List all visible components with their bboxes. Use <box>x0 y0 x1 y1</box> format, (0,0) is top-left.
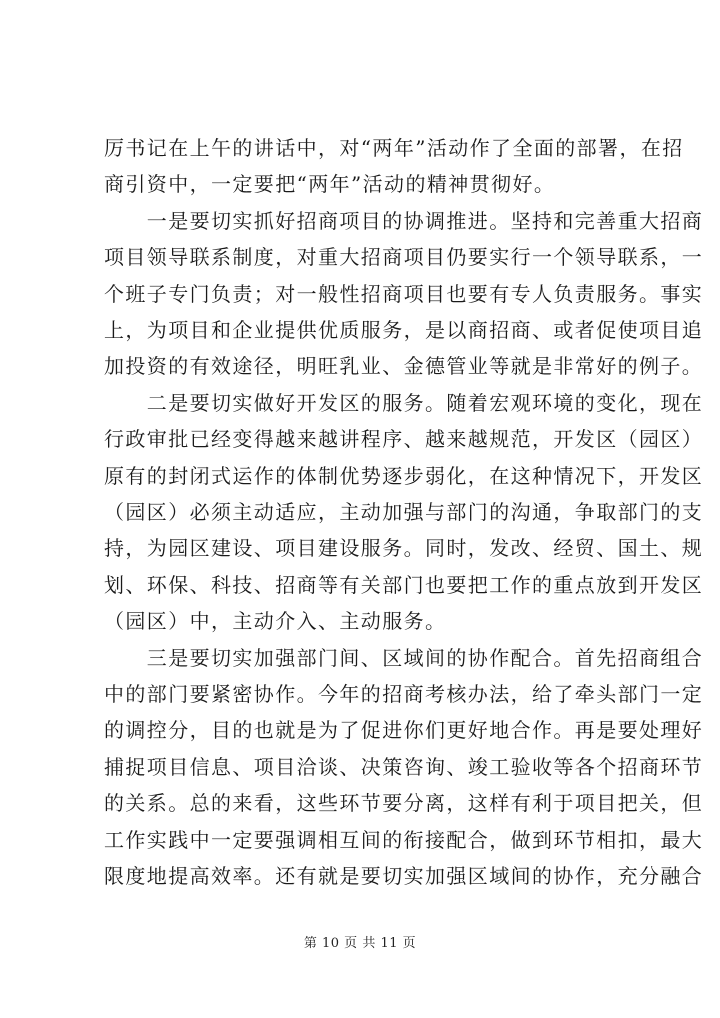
text-line: （园区）必须主动适应，主动加强与部门的沟通，争取部门的支 <box>104 500 704 524</box>
text-line: 项目领导联系制度，对重大招商项目仍要实行一个领导联系，一 <box>104 245 704 269</box>
text-line: 一是要切实抓好招商项目的协调推进。坚持和完善重大招商 <box>104 209 704 233</box>
text-line: 加投资的有效途径，明旺乳业、金德管业等就是非常好的例子。 <box>104 354 704 378</box>
text-line: 限度地提高效率。还有就是要切实加强区域间的协作，充分融合 <box>104 864 704 888</box>
text-line: 的关系。总的来看，这些环节要分离，这样有利于项目把关，但 <box>104 791 704 815</box>
text-line: 上，为项目和企业提供优质服务，是以商招商、或者促使项目追 <box>104 318 704 342</box>
text-line: 中的部门要紧密协作。今年的招商考核办法，给了牵头部门一定 <box>104 682 704 706</box>
text-line: 工作实践中一定要强调相互间的衔接配合，做到环节相扣，最大 <box>104 828 704 852</box>
text-line: 个班子专门负责；对一般性招商项目也要有专人负责服务。事实 <box>104 282 704 306</box>
text-line: 捕捉项目信息、项目洽谈、决策咨询、竣工验收等各个招商环节 <box>104 755 704 779</box>
text-line: 三是要切实加强部门间、区域间的协作配合。首先招商组合 <box>104 646 704 670</box>
text-line: 商引资中，一定要把“两年”活动的精神贯彻好。 <box>104 172 556 196</box>
text-line: 持，为园区建设、项目建设服务。同时，发改、经贸、国土、规 <box>104 536 704 560</box>
text-line: 厉书记在上午的讲话中，对“两年”活动作了全面的部署，在招 <box>104 136 684 160</box>
text-line: 的调控分，目的也就是为了促进你们更好地合作。再是要处理好 <box>104 718 704 742</box>
text-line: 划、环保、科技、招商等有关部门也要把工作的重点放到开发区 <box>104 573 704 597</box>
text-line: 二是要切实做好开发区的服务。随着宏观环境的变化，现在 <box>104 391 704 415</box>
text-line: 行政审批已经变得越来越讲程序、越来越规范，开发区（园区） <box>104 427 704 451</box>
page-number-footer: 第 10 页 共 11 页 <box>303 936 417 951</box>
text-line: 原有的封闭式运作的体制优势逐步弱化，在这种情况下，开发区 <box>104 464 704 488</box>
text-line: （园区）中，主动介入、主动服务。 <box>104 609 447 633</box>
